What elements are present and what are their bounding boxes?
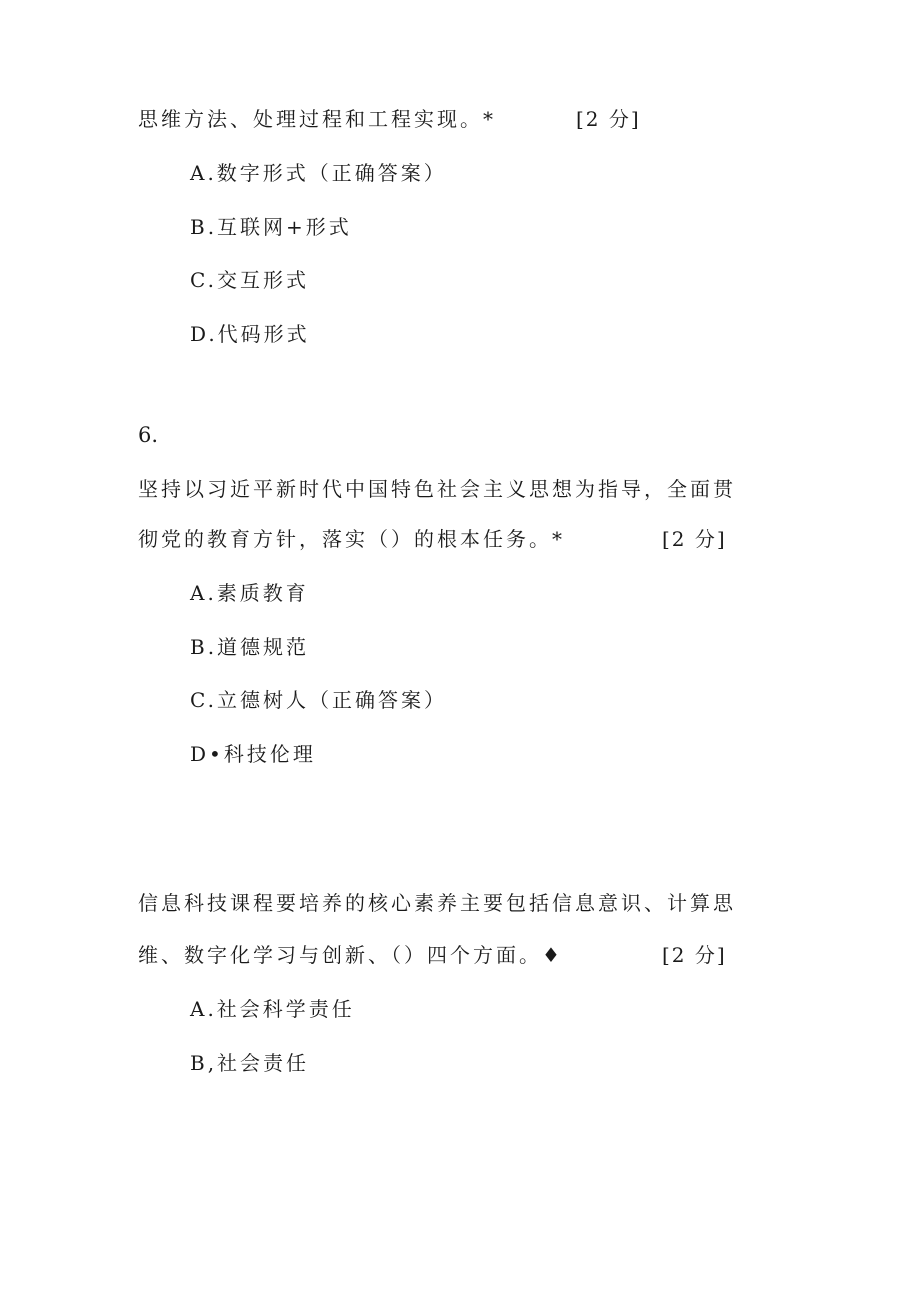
q6-stem-line1: 坚持以习近平新时代中国特色社会主义思想为指导，全面贯	[138, 477, 736, 501]
q6-number: 6.	[138, 423, 159, 447]
q6-option-c: C.立德树人（正确答案）	[190, 688, 447, 712]
q5-stem-tail: 思维方法、处理过程和工程实现。*	[138, 107, 496, 131]
q7-stem-line2: 维、数字化学习与创新、（）四个方面。♦	[138, 943, 563, 967]
q7-option-a: A.社会科学责任	[190, 997, 355, 1021]
q6-option-a: A.素质教育	[190, 581, 309, 605]
q5-option-a: A.数字形式（正确答案）	[190, 161, 447, 185]
q6-option-b: B.道德规范	[190, 635, 310, 659]
q7-option-b: B,社会责任	[190, 1051, 310, 1075]
q6-stem-line2: 彻党的教育方针，落实（）的根本任务。*	[138, 527, 565, 551]
q5-option-b: B.互联网+形式	[190, 215, 352, 239]
q5-option-c: C.交互形式	[190, 268, 309, 292]
q7-score: [2 分]	[662, 943, 727, 967]
q5-score: [2 分]	[576, 107, 641, 131]
q7-stem-line1: 信息科技课程要培养的核心素养主要包括信息意识、计算思	[138, 891, 736, 915]
q5-option-d: D.代码形式	[190, 322, 310, 346]
q6-score: [2 分]	[662, 527, 727, 551]
q6-option-d: D•科技伦理	[190, 742, 316, 766]
